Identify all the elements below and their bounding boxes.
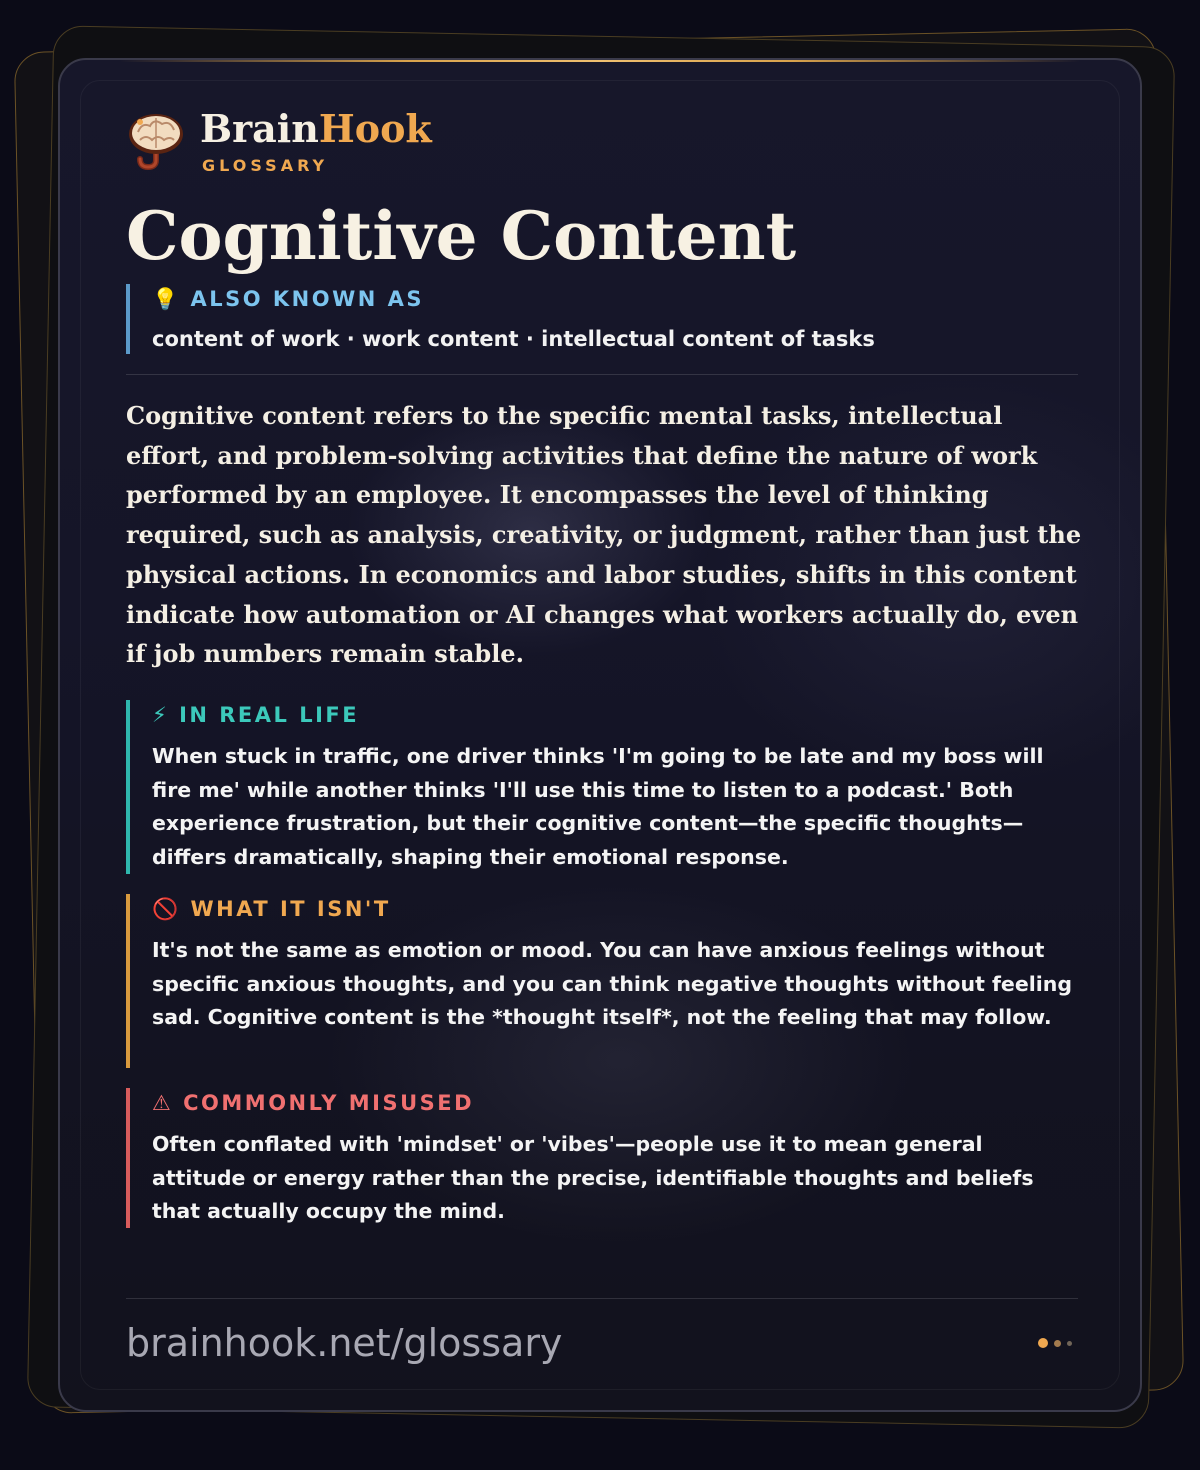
commonly-misused-text: Often conflated with 'mindset' or 'vibes'—people use it to mean general attitude or energy rather than the precise, identifiable thoughts and beliefs that actually occupy the mind.: [152, 1132, 1034, 1224]
what-it-isnt-label: WHAT IT ISN'T: [190, 897, 391, 921]
brand-name-part1: Brain: [200, 106, 319, 151]
page-dot: [1067, 1341, 1072, 1346]
lightning-icon: ⚡: [152, 703, 170, 727]
also-known-as-text: content of work · work content · intellectual content of tasks: [152, 327, 875, 351]
also-known-as-section: [126, 284, 1078, 354]
brand-subtitle: GLOSSARY: [202, 156, 329, 175]
definition-text: Cognitive content refers to the specific mental tasks, intellectual effort, and problem-solving activities that define the nature of work performed by an employee. It encompasses the level of thinking required, such as analysis, creativity, or judgment, rather than just the physical actions. In economics and labor studies, shifts in this content indicate how automation or AI changes what workers actually do, even if job numbers remain stable.: [126, 401, 1082, 669]
in-real-life-section: [126, 700, 1078, 874]
footer-url-link[interactable]: brainhook.net/glossary: [126, 1321, 563, 1365]
footer-divider: [126, 1298, 1078, 1299]
brand-logo[interactable]: [126, 106, 626, 176]
glossary-card: [58, 58, 1142, 1412]
also-known-as-heading: [152, 284, 1078, 314]
lightbulb-icon: 💡: [152, 287, 181, 311]
divider: [126, 374, 1078, 375]
no-entry-icon: 🚫: [152, 897, 181, 921]
commonly-misused-section: [126, 1088, 1078, 1228]
commonly-misused-heading: [152, 1088, 1078, 1118]
in-real-life-label: IN REAL LIFE: [179, 703, 360, 727]
page-dots-icon: [1038, 1338, 1078, 1350]
brand-name-part2: Hook: [318, 106, 432, 151]
page-dot: [1054, 1340, 1061, 1347]
what-it-isnt-heading: [152, 894, 1078, 924]
brain-hook-icon: [126, 110, 186, 170]
top-glow-line: [120, 60, 1080, 62]
brand-name: [200, 106, 432, 152]
in-real-life-text: When stuck in traffic, one driver thinks 'I'm going to be late and my boss will fire me' while another thinks 'I'll use this time to listen to a podcast.' Both experience frustration, but their cognitive content—the specific thoughts—differs dramatically, shaping their emotional response.: [152, 744, 1044, 870]
also-known-as-label: ALSO KNOWN AS: [190, 287, 425, 311]
what-it-isnt-text: It's not the same as emotion or mood. You can have anxious feelings without specific anxious thoughts, and you can think negative thoughts without feeling sad. Cognitive content is the *thought itself*, not the feeling that may follow.: [152, 938, 1073, 1030]
page-dot-active: [1038, 1338, 1048, 1348]
term-title: Cognitive Content: [126, 197, 797, 275]
warning-icon: ⚠: [152, 1091, 174, 1115]
what-it-isnt-section: [126, 894, 1078, 1068]
in-real-life-heading: [152, 700, 1078, 730]
commonly-misused-label: COMMONLY MISUSED: [183, 1091, 475, 1115]
